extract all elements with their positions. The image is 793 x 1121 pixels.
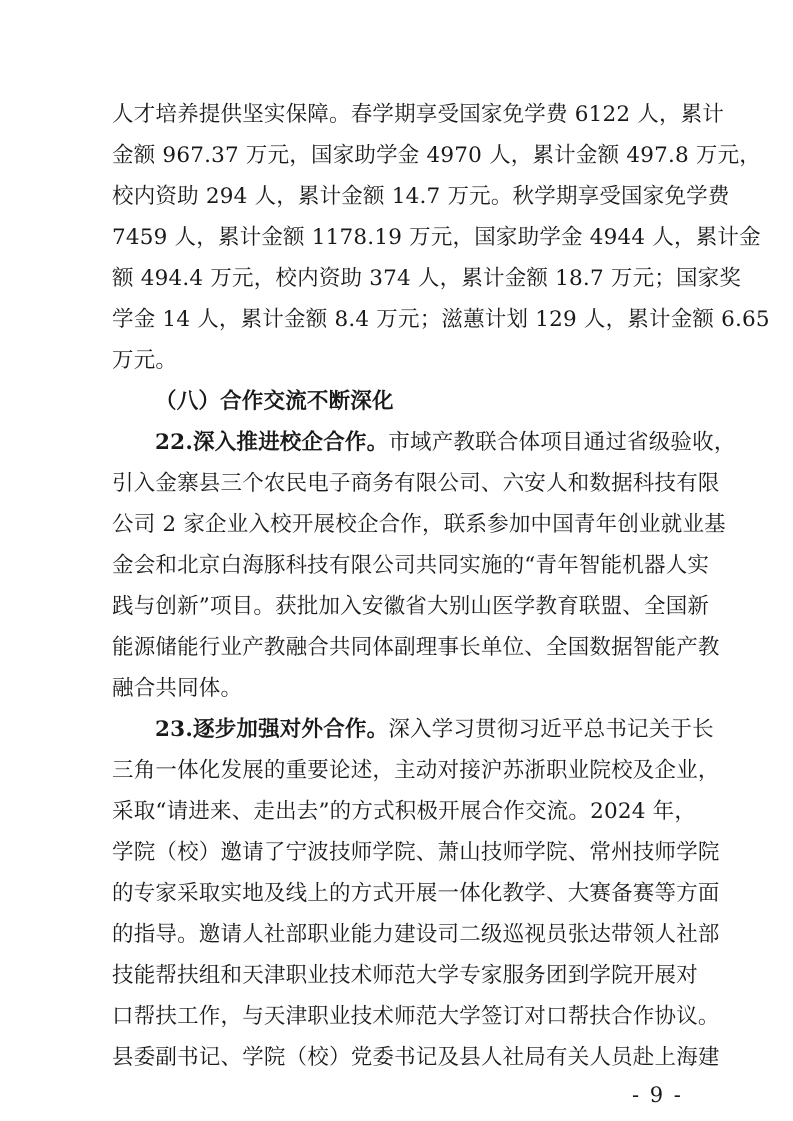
text-line: 金会和北京白海豚科技有限公司共同实施的“青年智能机器人实 bbox=[112, 553, 710, 578]
text-line: 引入金寨县三个农民电子商务有限公司、六安人和数据科技有限 bbox=[112, 471, 720, 496]
text-line: 技能帮扶组和天津职业技术师范大学专家服务团到学院开展对 bbox=[112, 963, 698, 988]
text-line: 融合共同体。 bbox=[112, 676, 243, 701]
text-line: 校内资助 294 人，累计金额 14.7 万元。秋学期享受国家免学费 bbox=[112, 184, 730, 209]
item23-first-line-rest: 深入学习贯彻习近平总书记关于长 bbox=[388, 717, 714, 742]
text-line: 口帮扶工作，与天津职业技术师范大学签订对口帮扶合作协议。 bbox=[112, 1004, 720, 1029]
text-line: 额 494.4 万元，校内资助 374 人，累计金额 18.7 万元；国家奖 bbox=[112, 266, 742, 291]
text-line: 三角一体化发展的重要论述，主动对接沪苏浙职业院校及企业， bbox=[112, 758, 720, 783]
text-line: 学院（校）邀请了宁波技师学院、萧山技师学院、常州技师学院 bbox=[112, 840, 720, 865]
item23-first-line bbox=[155, 715, 714, 745]
section-heading: （八）合作交流不断深化 bbox=[155, 389, 394, 414]
text-line: 金额 967.37 万元，国家助学金 4970 人，累计金额 497.8 万元， bbox=[112, 143, 762, 168]
item22-first-line bbox=[155, 428, 736, 458]
item22-first-line-rest: 市域产教联合体项目通过省级验收， bbox=[388, 430, 736, 455]
text-line: 人才培养提供坚实保障。春学期享受国家免学费 6122 人，累计 bbox=[112, 102, 725, 127]
text-line: 7459 人，累计金额 1178.19 万元，国家助学金 4944 人，累计金 bbox=[112, 225, 761, 250]
item23-title: 23.逐步加强对外合作。 bbox=[155, 717, 389, 742]
text-line: 学金 14 人，累计金额 8.4 万元；滋蕙计划 129 人，累计金额 6.65 bbox=[112, 307, 770, 332]
text-line: 公司 2 家企业入校开展校企合作，联系参加中国青年创业就业基 bbox=[112, 512, 726, 537]
text-line: 践与创新”项目。获批加入安徽省大别山医学教育联盟、全国新 bbox=[112, 594, 710, 619]
text-line: 的指导。邀请人社部职业能力建设司二级巡视员张达带领人社部 bbox=[112, 922, 720, 947]
text-line: 万元。 bbox=[112, 348, 178, 373]
text-line: 能源储能行业产教融合共同体副理事长单位、全国数据智能产教 bbox=[112, 635, 720, 660]
item22-title: 22.深入推进校企合作。 bbox=[155, 430, 389, 455]
text-line: 采取“请进来、走出去”的方式积极开展合作交流。2024 年， bbox=[112, 799, 697, 824]
text-line: 县委副书记、学院（校）党委书记及县人社局有关人员赴上海建 bbox=[112, 1045, 720, 1070]
text-line: 的专家采取实地及线上的方式开展一体化教学、大赛备赛等方面 bbox=[112, 881, 720, 906]
page-number: - 9 - bbox=[632, 1083, 683, 1107]
